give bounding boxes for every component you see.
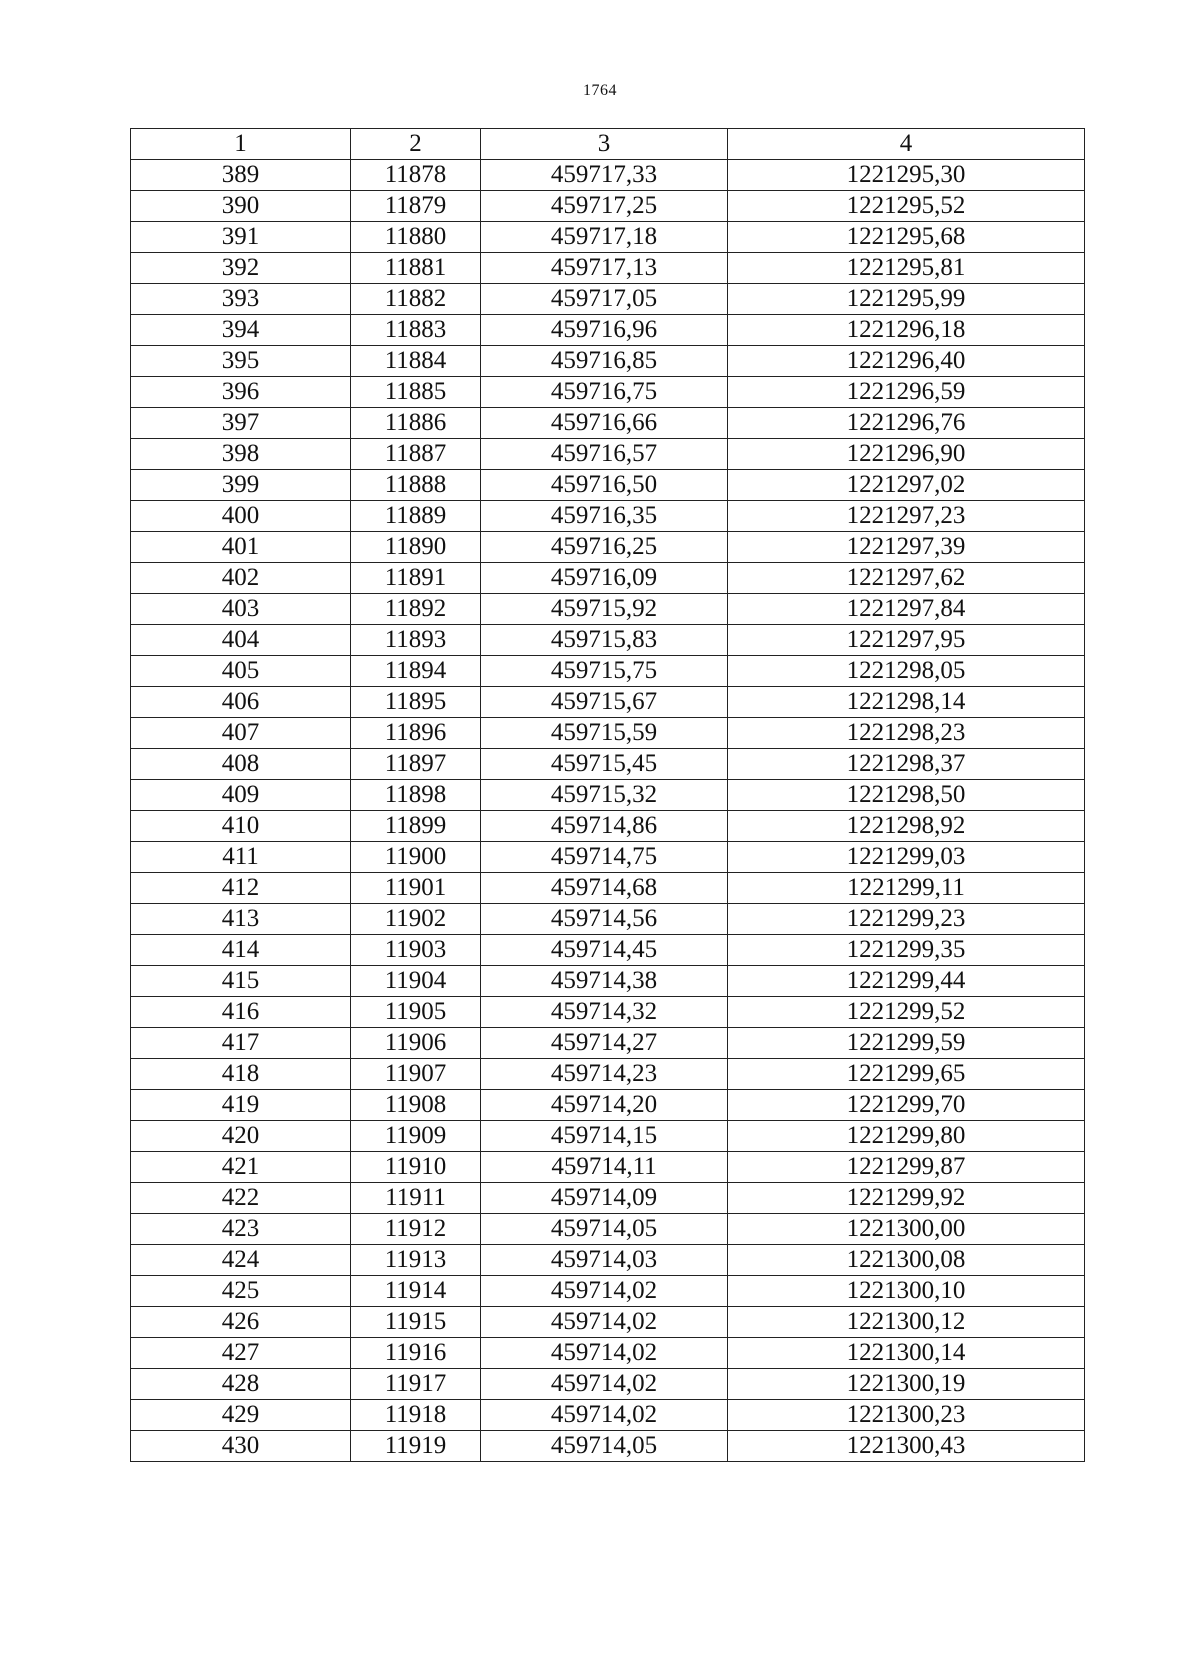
y-coordinate-cell: 1221296,18	[728, 315, 1085, 346]
x-coordinate-cell: 459717,18	[481, 222, 728, 253]
point-number-cell: 11913	[351, 1245, 481, 1276]
y-coordinate-cell: 1221300,14	[728, 1338, 1085, 1369]
x-coordinate-cell: 459714,32	[481, 997, 728, 1028]
point-number-cell: 11897	[351, 749, 481, 780]
point-number-cell: 11891	[351, 563, 481, 594]
row-number-cell: 411	[131, 842, 351, 873]
x-coordinate-cell: 459714,68	[481, 873, 728, 904]
point-number-cell: 11903	[351, 935, 481, 966]
point-number-cell: 11892	[351, 594, 481, 625]
point-number-cell: 11910	[351, 1152, 481, 1183]
x-coordinate-cell: 459714,11	[481, 1152, 728, 1183]
row-number-cell: 398	[131, 439, 351, 470]
table-row	[131, 811, 1085, 842]
point-number-cell: 11899	[351, 811, 481, 842]
table-row	[131, 1214, 1085, 1245]
row-number-cell: 402	[131, 563, 351, 594]
x-coordinate-cell: 459717,05	[481, 284, 728, 315]
x-coordinate-cell: 459716,09	[481, 563, 728, 594]
y-coordinate-cell: 1221299,92	[728, 1183, 1085, 1214]
x-coordinate-cell: 459716,96	[481, 315, 728, 346]
table-row	[131, 749, 1085, 780]
y-coordinate-cell: 1221299,44	[728, 966, 1085, 997]
row-number-cell: 403	[131, 594, 351, 625]
y-coordinate-cell: 1221296,40	[728, 346, 1085, 377]
y-coordinate-cell: 1221296,59	[728, 377, 1085, 408]
row-number-cell: 425	[131, 1276, 351, 1307]
point-number-cell: 11908	[351, 1090, 481, 1121]
x-coordinate-cell: 459716,35	[481, 501, 728, 532]
point-number-cell: 11879	[351, 191, 481, 222]
point-number-cell: 11887	[351, 439, 481, 470]
point-number-cell: 11890	[351, 532, 481, 563]
y-coordinate-cell: 1221297,84	[728, 594, 1085, 625]
y-coordinate-cell: 1221298,23	[728, 718, 1085, 749]
table-row	[131, 1276, 1085, 1307]
table-row	[131, 625, 1085, 656]
y-coordinate-cell: 1221299,80	[728, 1121, 1085, 1152]
row-number-cell: 416	[131, 997, 351, 1028]
x-coordinate-cell: 459715,75	[481, 656, 728, 687]
page-number: 1764	[583, 82, 617, 99]
y-coordinate-cell: 1221299,59	[728, 1028, 1085, 1059]
y-coordinate-cell: 1221297,95	[728, 625, 1085, 656]
table-row	[131, 1028, 1085, 1059]
table-header	[131, 129, 1085, 160]
row-number-cell: 420	[131, 1121, 351, 1152]
row-number-cell: 393	[131, 284, 351, 315]
y-coordinate-cell: 1221295,81	[728, 253, 1085, 284]
y-coordinate-cell: 1221299,11	[728, 873, 1085, 904]
table-row	[131, 439, 1085, 470]
row-number-cell: 427	[131, 1338, 351, 1369]
y-coordinate-cell: 1221298,05	[728, 656, 1085, 687]
y-coordinate-cell: 1221298,50	[728, 780, 1085, 811]
column-header-1: 1	[131, 129, 351, 160]
row-number-cell: 391	[131, 222, 351, 253]
column-header-2: 2	[351, 129, 481, 160]
y-coordinate-cell: 1221298,92	[728, 811, 1085, 842]
x-coordinate-cell: 459714,03	[481, 1245, 728, 1276]
table-row	[131, 532, 1085, 563]
table-row	[131, 1059, 1085, 1090]
point-number-cell: 11896	[351, 718, 481, 749]
y-coordinate-cell: 1221298,14	[728, 687, 1085, 718]
x-coordinate-cell: 459714,23	[481, 1059, 728, 1090]
x-coordinate-cell: 459714,05	[481, 1431, 728, 1462]
table-row	[131, 656, 1085, 687]
point-number-cell: 11895	[351, 687, 481, 718]
x-coordinate-cell: 459716,85	[481, 346, 728, 377]
row-number-cell: 389	[131, 160, 351, 191]
row-number-cell: 392	[131, 253, 351, 284]
table-row	[131, 594, 1085, 625]
table-row	[131, 470, 1085, 501]
point-number-cell: 11885	[351, 377, 481, 408]
table-row	[131, 904, 1085, 935]
table-row	[131, 997, 1085, 1028]
y-coordinate-cell: 1221295,30	[728, 160, 1085, 191]
x-coordinate-cell: 459714,02	[481, 1276, 728, 1307]
point-number-cell: 11919	[351, 1431, 481, 1462]
point-number-cell: 11883	[351, 315, 481, 346]
point-number-cell: 11886	[351, 408, 481, 439]
y-coordinate-cell: 1221300,00	[728, 1214, 1085, 1245]
row-number-cell: 395	[131, 346, 351, 377]
x-coordinate-cell: 459716,25	[481, 532, 728, 563]
row-number-cell: 426	[131, 1307, 351, 1338]
y-coordinate-cell: 1221295,52	[728, 191, 1085, 222]
x-coordinate-cell: 459714,86	[481, 811, 728, 842]
y-coordinate-cell: 1221297,39	[728, 532, 1085, 563]
y-coordinate-cell: 1221300,10	[728, 1276, 1085, 1307]
table-header-row	[131, 129, 1085, 160]
row-number-cell: 418	[131, 1059, 351, 1090]
x-coordinate-cell: 459716,50	[481, 470, 728, 501]
column-header-4: 4	[728, 129, 1085, 160]
x-coordinate-cell: 459716,75	[481, 377, 728, 408]
point-number-cell: 11881	[351, 253, 481, 284]
table-row	[131, 563, 1085, 594]
x-coordinate-cell: 459714,02	[481, 1338, 728, 1369]
point-number-cell: 11911	[351, 1183, 481, 1214]
row-number-cell: 410	[131, 811, 351, 842]
table-row	[131, 1183, 1085, 1214]
table-row	[131, 842, 1085, 873]
table-row	[131, 780, 1085, 811]
table-row	[131, 315, 1085, 346]
row-number-cell: 399	[131, 470, 351, 501]
x-coordinate-cell: 459714,27	[481, 1028, 728, 1059]
x-coordinate-cell: 459715,67	[481, 687, 728, 718]
row-number-cell: 412	[131, 873, 351, 904]
table-row	[131, 160, 1085, 191]
table-row	[131, 1152, 1085, 1183]
table-row	[131, 284, 1085, 315]
x-coordinate-cell: 459714,02	[481, 1369, 728, 1400]
row-number-cell: 417	[131, 1028, 351, 1059]
point-number-cell: 11878	[351, 160, 481, 191]
y-coordinate-cell: 1221300,43	[728, 1431, 1085, 1462]
point-number-cell: 11905	[351, 997, 481, 1028]
y-coordinate-cell: 1221295,99	[728, 284, 1085, 315]
y-coordinate-cell: 1221299,87	[728, 1152, 1085, 1183]
table-row	[131, 687, 1085, 718]
table-row	[131, 253, 1085, 284]
row-number-cell: 421	[131, 1152, 351, 1183]
table-row	[131, 1338, 1085, 1369]
point-number-cell: 11880	[351, 222, 481, 253]
point-number-cell: 11888	[351, 470, 481, 501]
x-coordinate-cell: 459714,05	[481, 1214, 728, 1245]
point-number-cell: 11918	[351, 1400, 481, 1431]
table-row	[131, 1400, 1085, 1431]
row-number-cell: 415	[131, 966, 351, 997]
x-coordinate-cell: 459717,25	[481, 191, 728, 222]
row-number-cell: 430	[131, 1431, 351, 1462]
y-coordinate-cell: 1221300,23	[728, 1400, 1085, 1431]
x-coordinate-cell: 459715,32	[481, 780, 728, 811]
point-number-cell: 11893	[351, 625, 481, 656]
row-number-cell: 390	[131, 191, 351, 222]
table-row	[131, 1307, 1085, 1338]
row-number-cell: 422	[131, 1183, 351, 1214]
point-number-cell: 11884	[351, 346, 481, 377]
row-number-cell: 414	[131, 935, 351, 966]
y-coordinate-cell: 1221299,70	[728, 1090, 1085, 1121]
row-number-cell: 405	[131, 656, 351, 687]
row-number-cell: 424	[131, 1245, 351, 1276]
x-coordinate-cell: 459714,09	[481, 1183, 728, 1214]
row-number-cell: 419	[131, 1090, 351, 1121]
row-number-cell: 407	[131, 718, 351, 749]
x-coordinate-cell: 459716,57	[481, 439, 728, 470]
point-number-cell: 11894	[351, 656, 481, 687]
y-coordinate-cell: 1221299,35	[728, 935, 1085, 966]
x-coordinate-cell: 459714,38	[481, 966, 728, 997]
point-number-cell: 11915	[351, 1307, 481, 1338]
point-number-cell: 11902	[351, 904, 481, 935]
x-coordinate-cell: 459714,75	[481, 842, 728, 873]
row-number-cell: 396	[131, 377, 351, 408]
y-coordinate-cell: 1221300,08	[728, 1245, 1085, 1276]
x-coordinate-cell: 459715,92	[481, 594, 728, 625]
y-coordinate-cell: 1221297,23	[728, 501, 1085, 532]
row-number-cell: 406	[131, 687, 351, 718]
table-row	[131, 1431, 1085, 1462]
point-number-cell: 11914	[351, 1276, 481, 1307]
row-number-cell: 423	[131, 1214, 351, 1245]
y-coordinate-cell: 1221299,65	[728, 1059, 1085, 1090]
x-coordinate-cell: 459715,45	[481, 749, 728, 780]
y-coordinate-cell: 1221297,02	[728, 470, 1085, 501]
point-number-cell: 11916	[351, 1338, 481, 1369]
column-header-3: 3	[481, 129, 728, 160]
x-coordinate-cell: 459716,66	[481, 408, 728, 439]
coordinates-table	[130, 128, 1085, 1462]
row-number-cell: 397	[131, 408, 351, 439]
table-row	[131, 1245, 1085, 1276]
row-number-cell: 413	[131, 904, 351, 935]
row-number-cell: 394	[131, 315, 351, 346]
table-row	[131, 408, 1085, 439]
x-coordinate-cell: 459717,13	[481, 253, 728, 284]
table-row	[131, 1121, 1085, 1152]
table-row	[131, 222, 1085, 253]
y-coordinate-cell: 1221296,90	[728, 439, 1085, 470]
table-row	[131, 935, 1085, 966]
point-number-cell: 11906	[351, 1028, 481, 1059]
y-coordinate-cell: 1221297,62	[728, 563, 1085, 594]
y-coordinate-cell: 1221299,52	[728, 997, 1085, 1028]
row-number-cell: 429	[131, 1400, 351, 1431]
table-row	[131, 501, 1085, 532]
point-number-cell: 11904	[351, 966, 481, 997]
table-body	[131, 160, 1085, 1462]
row-number-cell: 409	[131, 780, 351, 811]
y-coordinate-cell: 1221300,19	[728, 1369, 1085, 1400]
point-number-cell: 11889	[351, 501, 481, 532]
row-number-cell: 401	[131, 532, 351, 563]
y-coordinate-cell: 1221299,03	[728, 842, 1085, 873]
point-number-cell: 11907	[351, 1059, 481, 1090]
point-number-cell: 11898	[351, 780, 481, 811]
table-row	[131, 966, 1085, 997]
x-coordinate-cell: 459714,20	[481, 1090, 728, 1121]
point-number-cell: 11901	[351, 873, 481, 904]
row-number-cell: 428	[131, 1369, 351, 1400]
y-coordinate-cell: 1221300,12	[728, 1307, 1085, 1338]
row-number-cell: 408	[131, 749, 351, 780]
point-number-cell: 11912	[351, 1214, 481, 1245]
table-row	[131, 377, 1085, 408]
x-coordinate-cell: 459714,02	[481, 1307, 728, 1338]
row-number-cell: 400	[131, 501, 351, 532]
x-coordinate-cell: 459715,59	[481, 718, 728, 749]
y-coordinate-cell: 1221295,68	[728, 222, 1085, 253]
x-coordinate-cell: 459714,15	[481, 1121, 728, 1152]
table-row	[131, 718, 1085, 749]
y-coordinate-cell: 1221296,76	[728, 408, 1085, 439]
y-coordinate-cell: 1221299,23	[728, 904, 1085, 935]
table-row	[131, 1369, 1085, 1400]
table-row	[131, 191, 1085, 222]
y-coordinate-cell: 1221298,37	[728, 749, 1085, 780]
point-number-cell: 11900	[351, 842, 481, 873]
table-row	[131, 1090, 1085, 1121]
x-coordinate-cell: 459714,02	[481, 1400, 728, 1431]
x-coordinate-cell: 459714,45	[481, 935, 728, 966]
x-coordinate-cell: 459715,83	[481, 625, 728, 656]
point-number-cell: 11882	[351, 284, 481, 315]
row-number-cell: 404	[131, 625, 351, 656]
point-number-cell: 11917	[351, 1369, 481, 1400]
x-coordinate-cell: 459714,56	[481, 904, 728, 935]
point-number-cell: 11909	[351, 1121, 481, 1152]
table-row	[131, 873, 1085, 904]
table-row	[131, 346, 1085, 377]
x-coordinate-cell: 459717,33	[481, 160, 728, 191]
